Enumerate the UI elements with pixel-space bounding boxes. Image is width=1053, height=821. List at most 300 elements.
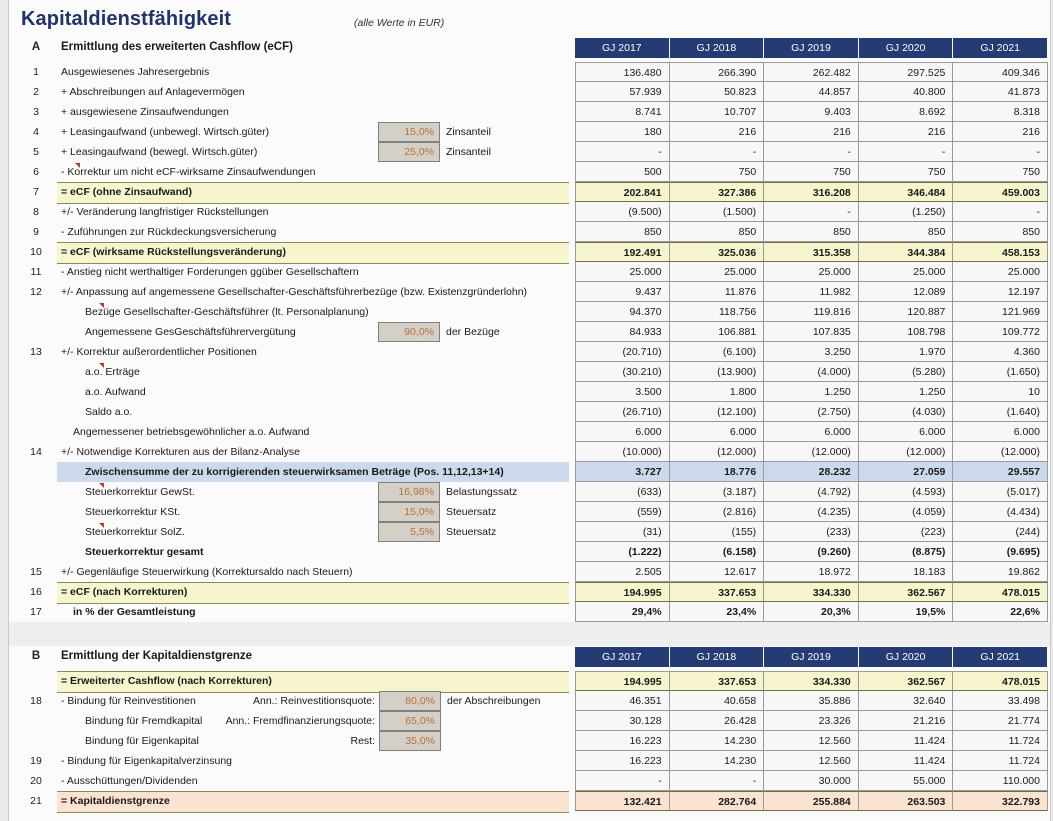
percentage-input[interactable]: 15,0%: [378, 502, 440, 522]
row-number: 5: [33, 146, 39, 158]
data-cell[interactable]: 1.250: [859, 382, 954, 402]
data-cell[interactable]: 8.692: [859, 102, 954, 122]
data-cell[interactable]: 750: [859, 162, 954, 182]
data-cell[interactable]: 29,4%: [575, 602, 670, 622]
column-header-cell[interactable]: GJ 2018: [670, 647, 765, 667]
data-cell[interactable]: 108.798: [859, 322, 954, 342]
data-cell[interactable]: 6.000: [859, 422, 954, 442]
data-cell[interactable]: (2.816): [670, 502, 765, 522]
data-cell[interactable]: 28.232: [764, 462, 859, 482]
data-cell[interactable]: 6.000: [953, 422, 1048, 442]
input-label: Rest:: [350, 735, 375, 747]
data-cell[interactable]: (633): [575, 482, 670, 502]
input-label: Belastungssatz: [446, 486, 518, 498]
data-cell[interactable]: 202.841: [575, 182, 670, 202]
row-number: 12: [30, 286, 42, 298]
input-label: Zinsanteil: [446, 146, 491, 158]
data-cell[interactable]: -: [670, 771, 765, 791]
data-cell[interactable]: 106.881: [670, 322, 765, 342]
data-cell[interactable]: 55.000: [859, 771, 954, 791]
row-label: Zwischensumme der zu korrigierenden steuerwirksamen Beträge (Pos. 11,12,13+14): [85, 466, 504, 478]
input-label: Zinsanteil: [446, 126, 491, 138]
data-cell[interactable]: 297.525: [859, 62, 954, 82]
column-header-cell[interactable]: GJ 2021: [953, 38, 1048, 58]
data-cell[interactable]: 16.223: [575, 751, 670, 771]
data-cell[interactable]: 40.658: [670, 691, 765, 711]
table-row: [9, 262, 1051, 282]
data-cell[interactable]: 327.386: [670, 182, 765, 202]
data-cell-group: [575, 162, 1048, 182]
data-cell-group: [575, 562, 1048, 582]
data-cell[interactable]: (1.250): [859, 202, 954, 222]
data-cell[interactable]: 750: [764, 162, 859, 182]
data-cell[interactable]: 216: [859, 122, 954, 142]
row-label: - Zuführungen zur Rückdeckungsversicherung: [61, 226, 277, 238]
data-cell[interactable]: -: [670, 142, 765, 162]
data-cell[interactable]: 27.059: [859, 462, 954, 482]
data-cell[interactable]: 25.000: [859, 262, 954, 282]
data-cell[interactable]: 282.764: [670, 791, 765, 811]
data-cell[interactable]: 192.491: [575, 242, 670, 262]
data-cell[interactable]: -: [575, 771, 670, 791]
data-cell[interactable]: (1.650): [953, 362, 1048, 382]
column-header-cell[interactable]: GJ 2018: [670, 38, 765, 58]
column-header-cell[interactable]: GJ 2019: [764, 647, 859, 667]
data-cell[interactable]: 500: [575, 162, 670, 182]
spreadsheet-sheet: [8, 0, 1051, 821]
data-cell[interactable]: 216: [670, 122, 765, 142]
percentage-input[interactable]: 25,0%: [378, 142, 440, 162]
section-key: A: [31, 41, 41, 53]
row-label: + ausgewiesene Zinsaufwendungen: [61, 106, 229, 118]
table-row: [9, 602, 1051, 622]
data-cell[interactable]: (4.792): [764, 482, 859, 502]
data-cell[interactable]: 850: [859, 222, 954, 242]
data-cell[interactable]: (1.640): [953, 402, 1048, 422]
column-header-cell[interactable]: GJ 2020: [859, 647, 954, 667]
data-cell-group: [575, 671, 1048, 691]
data-cell-group: [575, 751, 1048, 771]
table-row: [9, 202, 1051, 222]
data-cell[interactable]: 325.036: [670, 242, 765, 262]
table-row: [9, 442, 1051, 462]
data-cell[interactable]: 132.421: [575, 791, 670, 811]
data-cell[interactable]: (9.260): [764, 542, 859, 562]
data-cell[interactable]: 21.774: [953, 711, 1048, 731]
data-cell-group: [575, 322, 1048, 342]
table-row: [9, 671, 1051, 691]
row-label: = eCF (wirksame Rückstellungsveränderung): [61, 246, 286, 258]
row-number: 4: [33, 126, 39, 138]
data-cell[interactable]: 18.183: [859, 562, 954, 582]
data-cell[interactable]: 109.772: [953, 322, 1048, 342]
data-cell[interactable]: -: [764, 142, 859, 162]
data-cell[interactable]: -: [953, 202, 1048, 222]
currency-note: (alle Werte in EUR): [354, 17, 445, 29]
data-cell[interactable]: 344.384: [859, 242, 954, 262]
data-cell[interactable]: (1.500): [670, 202, 765, 222]
percentage-input[interactable]: 35,0%: [379, 731, 441, 751]
data-cell[interactable]: 33.498: [953, 691, 1048, 711]
column-header-cell[interactable]: GJ 2021: [953, 647, 1048, 667]
data-cell[interactable]: 119.816: [764, 302, 859, 322]
column-header-cell[interactable]: GJ 2017: [575, 38, 670, 58]
data-cell[interactable]: 9.403: [764, 102, 859, 122]
column-header-cell[interactable]: GJ 2017: [575, 647, 670, 667]
data-cell[interactable]: -: [764, 202, 859, 222]
data-cell[interactable]: (6.158): [670, 542, 765, 562]
row-label: + Abschreibungen auf Anlagevermögen: [61, 86, 245, 98]
data-cell[interactable]: (5.280): [859, 362, 954, 382]
data-cell[interactable]: 458.153: [953, 242, 1048, 262]
data-cell[interactable]: 25.000: [575, 262, 670, 282]
data-cell[interactable]: 11.424: [859, 731, 954, 751]
row-number: 10: [30, 246, 42, 258]
data-cell[interactable]: (5.017): [953, 482, 1048, 502]
data-cell[interactable]: 750: [670, 162, 765, 182]
data-cell[interactable]: 478.015: [953, 671, 1048, 691]
row-number: 11: [30, 266, 42, 278]
data-cell[interactable]: 337.653: [670, 582, 765, 602]
table-row: [9, 342, 1051, 362]
data-cell[interactable]: 3.500: [575, 382, 670, 402]
table-row: [9, 582, 1051, 602]
data-cell[interactable]: 10.707: [670, 102, 765, 122]
percentage-input[interactable]: 90,0%: [378, 322, 440, 342]
data-cell[interactable]: (4.000): [764, 362, 859, 382]
page-title: Kapitaldienstfähigkeit: [21, 8, 232, 30]
data-cell[interactable]: 23,4%: [670, 602, 765, 622]
data-cell[interactable]: 18.972: [764, 562, 859, 582]
percentage-input[interactable]: 16,98%: [378, 482, 440, 502]
row-label: = Erweiterter Cashflow (nach Korrekturen): [61, 675, 272, 687]
row-label: Saldo a.o.: [85, 406, 133, 418]
data-cell[interactable]: 3.727: [575, 462, 670, 482]
table-row: [9, 422, 1051, 442]
data-cell[interactable]: (4.593): [859, 482, 954, 502]
row-label: Steuerkorrektur GewSt.: [85, 486, 195, 498]
data-cell[interactable]: 11.424: [859, 751, 954, 771]
section-title: Ermittlung des erweiterten Cashflow (eCF): [61, 41, 293, 53]
data-cell-group: [575, 791, 1048, 811]
data-cell[interactable]: (12.000): [764, 442, 859, 462]
data-cell[interactable]: 18.776: [670, 462, 765, 482]
data-cell-group: [575, 302, 1048, 322]
row-number: 13: [30, 346, 42, 358]
data-cell[interactable]: 10: [953, 382, 1048, 402]
row-label: Angemessener betriebsgewöhnlicher a.o. Aufwand: [73, 426, 310, 438]
data-cell[interactable]: 11.724: [953, 731, 1048, 751]
data-cell[interactable]: -: [575, 142, 670, 162]
data-cell[interactable]: 6.000: [764, 422, 859, 442]
data-cell[interactable]: 12.197: [953, 282, 1048, 302]
data-cell[interactable]: (223): [859, 522, 954, 542]
data-cell-group: [575, 691, 1048, 711]
data-cell[interactable]: 263.503: [859, 791, 954, 811]
data-cell[interactable]: 322.793: [953, 791, 1048, 811]
data-cell[interactable]: 478.015: [953, 582, 1048, 602]
data-cell[interactable]: 25.000: [670, 262, 765, 282]
row-number: 16: [30, 586, 42, 598]
data-cell[interactable]: 14.230: [670, 751, 765, 771]
row-label: Steuerkorrektur KSt.: [85, 506, 181, 518]
row-label: - Korrektur um nicht eCF-wirksame Zinsaufwendungen: [61, 166, 316, 178]
row-label: = eCF (nach Korrekturen): [61, 586, 188, 598]
comment-marker-icon: [75, 163, 80, 168]
data-cell[interactable]: 21.216: [859, 711, 954, 731]
table-row: [9, 462, 1051, 482]
data-cell[interactable]: 12.560: [764, 731, 859, 751]
data-cell[interactable]: (233): [764, 522, 859, 542]
input-label: Ann.: Fremdfinanzierungsquote:: [225, 715, 375, 727]
row-number: 21: [30, 795, 42, 807]
data-cell-group: [575, 382, 1048, 402]
percentage-input[interactable]: 65,0%: [379, 711, 441, 731]
data-cell[interactable]: 194.995: [575, 671, 670, 691]
data-cell[interactable]: (12.100): [670, 402, 765, 422]
row-number: 9: [33, 226, 39, 238]
data-cell[interactable]: 110.000: [953, 771, 1048, 791]
data-cell[interactable]: 1.970: [859, 342, 954, 362]
data-cell[interactable]: 20,3%: [764, 602, 859, 622]
data-cell[interactable]: 1.250: [764, 382, 859, 402]
table-row: [9, 522, 1051, 542]
data-cell[interactable]: 12.617: [670, 562, 765, 582]
table-row: [9, 302, 1051, 322]
row-label: + Leasingaufwand (unbewegl. Wirtsch.güter): [61, 126, 270, 138]
data-cell[interactable]: 14.230: [670, 731, 765, 751]
data-cell[interactable]: 750: [953, 162, 1048, 182]
data-cell[interactable]: 118.756: [670, 302, 765, 322]
data-cell-group: [575, 202, 1048, 222]
row-number: 17: [30, 606, 42, 618]
percentage-input[interactable]: 15,0%: [378, 122, 440, 142]
data-cell[interactable]: 25.000: [764, 262, 859, 282]
data-cell[interactable]: 11.724: [953, 751, 1048, 771]
data-cell[interactable]: 362.567: [859, 582, 954, 602]
row-label: Bezüge Gesellschafter-Geschäftsführer (lt. Personalplanung): [85, 306, 369, 318]
data-cell[interactable]: 29.557: [953, 462, 1048, 482]
row-label: = eCF (ohne Zinsaufwand): [61, 186, 192, 198]
data-cell[interactable]: 35.886: [764, 691, 859, 711]
table-row: [9, 322, 1051, 342]
data-cell[interactable]: (3.187): [670, 482, 765, 502]
data-cell[interactable]: 4.360: [953, 342, 1048, 362]
data-cell[interactable]: (244): [953, 522, 1048, 542]
data-cell[interactable]: (4.030): [859, 402, 954, 422]
data-cell[interactable]: (12.000): [670, 442, 765, 462]
data-cell[interactable]: 180: [575, 122, 670, 142]
data-cell-group: [575, 362, 1048, 382]
row-number: 20: [30, 775, 42, 787]
data-cell[interactable]: 315.358: [764, 242, 859, 262]
data-cell[interactable]: (12.000): [859, 442, 954, 462]
data-cell[interactable]: 11.876: [670, 282, 765, 302]
data-cell[interactable]: 194.995: [575, 582, 670, 602]
row-label: = Kapitaldienstgrenze: [61, 795, 170, 807]
data-cell[interactable]: 19,5%: [859, 602, 954, 622]
column-header-group: [575, 38, 1048, 58]
data-cell[interactable]: 26.428: [670, 711, 765, 731]
data-cell-group: [575, 542, 1048, 562]
table-row: [9, 731, 1051, 751]
data-cell[interactable]: (31): [575, 522, 670, 542]
data-cell-group: [575, 522, 1048, 542]
data-cell[interactable]: 30.000: [764, 771, 859, 791]
data-cell[interactable]: 44.857: [764, 82, 859, 102]
data-cell[interactable]: 850: [953, 222, 1048, 242]
data-cell[interactable]: 316.208: [764, 182, 859, 202]
data-cell[interactable]: 459.003: [953, 182, 1048, 202]
data-cell[interactable]: 12.560: [764, 751, 859, 771]
data-cell[interactable]: 23.326: [764, 711, 859, 731]
data-cell[interactable]: 409.346: [953, 62, 1048, 82]
data-cell[interactable]: 46.351: [575, 691, 670, 711]
data-cell[interactable]: 266.390: [670, 62, 765, 82]
row-label: +/- Korrektur außerordentlicher Positionen: [61, 346, 257, 358]
data-cell[interactable]: 262.482: [764, 62, 859, 82]
data-cell[interactable]: 850: [670, 222, 765, 242]
data-cell[interactable]: 3.250: [764, 342, 859, 362]
section-key: B: [31, 650, 41, 662]
table-row: [9, 162, 1051, 182]
data-cell[interactable]: (559): [575, 502, 670, 522]
data-cell[interactable]: (26.710): [575, 402, 670, 422]
data-cell-group: [575, 462, 1048, 482]
table-row: [9, 382, 1051, 402]
data-cell[interactable]: 6.000: [575, 422, 670, 442]
percentage-input[interactable]: 5,5%: [378, 522, 440, 542]
data-cell-group: [575, 402, 1048, 422]
section-header-row: [9, 38, 1051, 58]
data-cell-group: [575, 602, 1048, 622]
data-cell[interactable]: -: [859, 142, 954, 162]
column-header-cell[interactable]: GJ 2020: [859, 38, 954, 58]
row-label: a.o. Erträge: [85, 366, 140, 378]
data-cell[interactable]: (12.000): [953, 442, 1048, 462]
data-cell[interactable]: 850: [764, 222, 859, 242]
data-cell[interactable]: 11.982: [764, 282, 859, 302]
data-cell[interactable]: -: [953, 142, 1048, 162]
data-cell[interactable]: (20.710): [575, 342, 670, 362]
data-cell-group: [575, 502, 1048, 522]
data-cell[interactable]: (4.235): [764, 502, 859, 522]
data-cell[interactable]: 1.800: [670, 382, 765, 402]
table-row: [9, 362, 1051, 382]
data-cell[interactable]: 32.640: [859, 691, 954, 711]
data-cell-group: [575, 482, 1048, 502]
data-cell[interactable]: 22,6%: [953, 602, 1048, 622]
table-row: [9, 502, 1051, 522]
data-cell[interactable]: 40.800: [859, 82, 954, 102]
section-header-row: [9, 647, 1051, 667]
row-label: +/- Gegenläufige Steuerwirkung (Korrektursaldo nach Steuern): [61, 566, 353, 578]
column-header-cell[interactable]: GJ 2019: [764, 38, 859, 58]
row-label: a.o. Aufwand: [85, 386, 146, 398]
comment-marker-icon: [99, 523, 104, 528]
data-cell[interactable]: 41.873: [953, 82, 1048, 102]
data-cell[interactable]: (30.210): [575, 362, 670, 382]
row-number: 3: [33, 106, 39, 118]
data-cell[interactable]: 2.505: [575, 562, 670, 582]
data-cell[interactable]: (155): [670, 522, 765, 542]
data-cell[interactable]: 346.484: [859, 182, 954, 202]
row-label: - Bindung für Eigenkapitalverzinsung: [61, 755, 233, 767]
table-row: [9, 242, 1051, 262]
data-cell[interactable]: (6.100): [670, 342, 765, 362]
table-row: [9, 691, 1051, 711]
row-label: - Ausschüttungen/Dividenden: [61, 775, 198, 787]
data-cell[interactable]: 136.480: [575, 62, 670, 82]
data-cell[interactable]: (8.875): [859, 542, 954, 562]
data-cell[interactable]: (9.500): [575, 202, 670, 222]
data-cell[interactable]: 16.223: [575, 731, 670, 751]
data-cell[interactable]: 334.330: [764, 582, 859, 602]
data-cell[interactable]: 362.567: [859, 671, 954, 691]
data-cell[interactable]: 6.000: [670, 422, 765, 442]
comment-marker-icon: [99, 363, 104, 368]
data-cell[interactable]: 94.370: [575, 302, 670, 322]
row-number: 14: [30, 446, 42, 458]
data-cell[interactable]: 19.862: [953, 562, 1048, 582]
table-row: [9, 711, 1051, 731]
data-cell-group: [575, 262, 1048, 282]
title-bar: [9, 6, 1051, 36]
row-label: + Leasingaufwand (bewegl. Wirtsch.güter): [61, 146, 258, 158]
data-cell[interactable]: 30.128: [575, 711, 670, 731]
data-cell[interactable]: (4.434): [953, 502, 1048, 522]
row-label: +/- Anpassung auf angemessene Gesellschafter-Geschäftsführerbezüge (bzw. Existenzgründerlohn): [61, 286, 528, 298]
percentage-input[interactable]: 80,0%: [379, 691, 441, 711]
data-cell[interactable]: 84.933: [575, 322, 670, 342]
data-cell[interactable]: (13.900): [670, 362, 765, 382]
row-label: +/- Notwendige Korrekturen aus der Bilanz-Analyse: [61, 446, 300, 458]
data-cell[interactable]: 216: [764, 122, 859, 142]
data-cell[interactable]: (10.000): [575, 442, 670, 462]
data-cell[interactable]: 216: [953, 122, 1048, 142]
data-cell[interactable]: (9.695): [953, 542, 1048, 562]
row-label: - Bindung für Reinvestitionen: [61, 695, 196, 707]
data-cell[interactable]: (2.750): [764, 402, 859, 422]
row-number: 8: [33, 206, 39, 218]
data-cell[interactable]: 57.939: [575, 82, 670, 102]
data-cell-group: [575, 122, 1048, 142]
data-cell[interactable]: 8.741: [575, 102, 670, 122]
table-row: [9, 771, 1051, 791]
table-row: [9, 122, 1051, 142]
data-cell[interactable]: 12.089: [859, 282, 954, 302]
data-cell[interactable]: (1.222): [575, 542, 670, 562]
data-cell[interactable]: 107.835: [764, 322, 859, 342]
data-cell[interactable]: 9.437: [575, 282, 670, 302]
data-cell[interactable]: 8.318: [953, 102, 1048, 122]
data-cell[interactable]: 255.884: [764, 791, 859, 811]
data-cell[interactable]: 50.823: [670, 82, 765, 102]
data-cell[interactable]: 120.887: [859, 302, 954, 322]
row-label: Bindung für Eigenkapital: [85, 735, 199, 747]
input-label: der Bezüge: [446, 326, 500, 338]
input-label: Steuersatz: [446, 526, 497, 538]
data-cell[interactable]: 334.330: [764, 671, 859, 691]
row-label: +/- Veränderung langfristiger Rückstellungen: [61, 206, 269, 218]
data-cell[interactable]: (4.059): [859, 502, 954, 522]
data-cell[interactable]: 25.000: [953, 262, 1048, 282]
data-cell[interactable]: 337.653: [670, 671, 765, 691]
row-label: - Anstieg nicht werthaltiger Forderungen ggüber Gesellschaftern: [61, 266, 359, 278]
data-cell[interactable]: 121.969: [953, 302, 1048, 322]
table-row: [9, 282, 1051, 302]
data-cell[interactable]: 850: [575, 222, 670, 242]
